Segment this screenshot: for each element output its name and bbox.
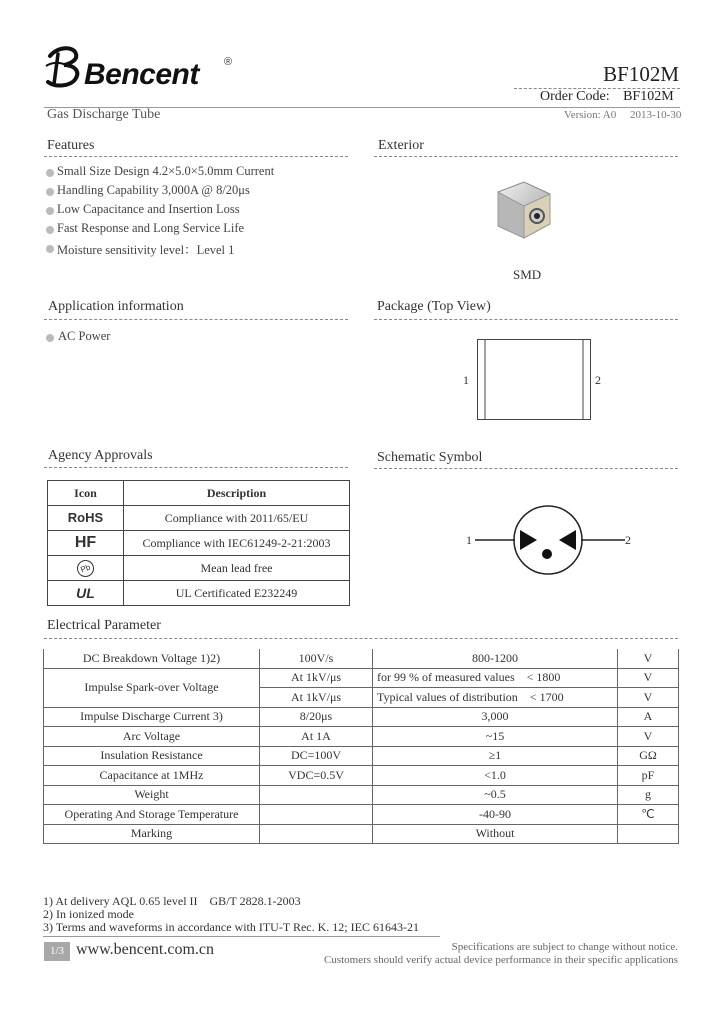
- registered-mark: ®: [224, 56, 233, 68]
- exterior-title: Exterior: [378, 138, 424, 153]
- list-item: AC Power: [44, 329, 244, 347]
- value-cell: ≥1: [373, 746, 618, 766]
- unit-cell: [618, 824, 679, 844]
- param-cell: Capacitance at 1MHz: [44, 766, 260, 786]
- table-row: [44, 824, 679, 844]
- rohs-icon: RoHS: [48, 506, 124, 531]
- table-row: [44, 707, 679, 727]
- param-cell: Operating And Storage Temperature: [44, 805, 260, 825]
- condition-cell: DC=100V: [260, 746, 373, 766]
- table-row: [44, 746, 679, 766]
- logo: [44, 44, 244, 92]
- param-cell: Impulse Discharge Current 3): [44, 707, 260, 727]
- package-divider: [374, 319, 678, 320]
- condition-cell: [260, 824, 373, 844]
- bullet-icon: [46, 334, 54, 342]
- condition-cell: [260, 785, 373, 805]
- date: 2013-10-30: [630, 109, 682, 121]
- col-icon: Icon: [48, 481, 124, 506]
- order-code: [540, 89, 674, 105]
- electrical-divider: [44, 638, 678, 639]
- unit-cell: V: [618, 649, 679, 668]
- bullet-icon: [46, 226, 54, 234]
- list-item: Moisture sensitivity level：Level 1: [44, 240, 354, 258]
- condition-cell: At 1kV/μs: [260, 668, 373, 688]
- package-title: Package (Top View): [377, 299, 491, 314]
- schematic-divider: [374, 468, 678, 469]
- condition-cell: At 1A: [260, 727, 373, 747]
- table-row: [44, 785, 679, 805]
- param-cell: Impulse Spark-over Voltage: [44, 668, 260, 707]
- application-divider: [44, 319, 348, 320]
- unit-cell: ℃: [618, 805, 679, 825]
- package-top-view-diagram: [477, 339, 597, 421]
- description-cell: Compliance with IEC61249-2-21:2003: [124, 531, 350, 556]
- table-row: [44, 766, 679, 786]
- condition-cell: At 1kV/μs: [260, 688, 373, 708]
- unit-cell: V: [618, 688, 679, 708]
- value-cell: ~0.5: [373, 785, 618, 805]
- table-row: [44, 668, 679, 688]
- footer-notice-1: Specifications are subject to change without notice.: [451, 941, 678, 953]
- bullet-icon: [46, 188, 54, 196]
- table-row: [44, 805, 679, 825]
- param-cell: Weight: [44, 785, 260, 805]
- value-cell: 3,000: [373, 707, 618, 727]
- value-cell: ~15: [373, 727, 618, 747]
- footer-notice-2: Customers should verify actual device performance in their specific applications: [323, 954, 678, 966]
- features-title: Features: [47, 138, 95, 153]
- description-cell: UL Certificated E232249: [124, 581, 350, 606]
- footnote: 3) Terms and waveforms in accordance with ITU-T Rec. K. 12; IEC 61643-21: [43, 920, 419, 934]
- unit-cell: GΩ: [618, 746, 679, 766]
- unit-cell: V: [618, 727, 679, 747]
- bullet-icon: [46, 245, 54, 253]
- header-divider: [44, 107, 680, 108]
- table-row: [48, 531, 350, 556]
- agency-title: Agency Approvals: [48, 448, 153, 463]
- page-number: 1/3: [49, 945, 65, 957]
- param-cell: Arc Voltage: [44, 727, 260, 747]
- version: Version: A0: [564, 109, 617, 121]
- exterior-divider: [374, 156, 678, 157]
- condition-cell: 100V/s: [260, 649, 373, 668]
- footnote: 1) At delivery AQL 0.65 level II GB/T 2828.1-2003: [43, 894, 301, 908]
- list-item: Fast Response and Long Service Life: [44, 221, 354, 239]
- table-header-row: [48, 481, 350, 506]
- value-cell: Typical values of distribution < 1700: [373, 688, 618, 708]
- gdt-schematic-symbol: [475, 501, 635, 581]
- schematic-pin-1: 1: [466, 533, 472, 547]
- features-list: [44, 164, 354, 264]
- product-type: Gas Discharge Tube: [47, 107, 161, 122]
- application-title: Application information: [48, 299, 184, 314]
- table-row: [48, 556, 350, 581]
- param-cell: Marking: [44, 824, 260, 844]
- features-divider: [44, 156, 348, 157]
- package-pin-1: 1: [463, 373, 469, 387]
- col-description: Description: [124, 481, 350, 506]
- footer-divider: [43, 936, 440, 937]
- package-pin-2: 2: [595, 373, 601, 387]
- unit-cell: A: [618, 707, 679, 727]
- description-cell: Mean lead free: [124, 556, 350, 581]
- param-cell: Insulation Resistance: [44, 746, 260, 766]
- unit-cell: pF: [618, 766, 679, 786]
- hf-icon: HF: [48, 531, 124, 556]
- ul-icon: UL: [48, 581, 124, 606]
- smd-component-image: [490, 176, 560, 246]
- list-item: Handling Capability 3,000A @ 8/20μs: [44, 183, 354, 201]
- website-link[interactable]: www.bencent.com.cn: [76, 941, 215, 958]
- order-code-label: Order Code:: [540, 89, 610, 104]
- param-cell: DC Breakdown Voltage 1)2): [44, 649, 260, 668]
- bullet-icon: [46, 169, 54, 177]
- table-row: [48, 506, 350, 531]
- unit-cell: g: [618, 785, 679, 805]
- description-cell: Compliance with 2011/65/EU: [124, 506, 350, 531]
- order-code-value: BF102M: [623, 89, 674, 104]
- list-item: Low Capacitance and Insertion Loss: [44, 202, 354, 220]
- condition-cell: VDC=0.5V: [260, 766, 373, 786]
- value-cell: -40-90: [373, 805, 618, 825]
- unit-cell: V: [618, 668, 679, 688]
- table-row: [48, 581, 350, 606]
- agency-divider: [44, 467, 348, 468]
- electrical-table: [43, 649, 679, 844]
- value-cell: <1.0: [373, 766, 618, 786]
- exterior-caption: SMD: [513, 267, 542, 282]
- value-cell: 800-1200: [373, 649, 618, 668]
- electrical-title: Electrical Parameter: [47, 618, 161, 633]
- schematic-title: Schematic Symbol: [377, 450, 483, 465]
- brand-name: Bencent: [84, 58, 199, 91]
- condition-cell: [260, 805, 373, 825]
- condition-cell: 8/20μs: [260, 707, 373, 727]
- bullet-icon: [46, 207, 54, 215]
- table-row: [44, 727, 679, 747]
- value-cell: for 99 % of measured values < 1800: [373, 668, 618, 688]
- list-item: Small Size Design 4.2×5.0×5.0mm Current: [44, 164, 354, 182]
- page-number-badge: [44, 942, 70, 961]
- agency-table: [47, 480, 350, 606]
- schematic-pin-2: 2: [625, 533, 631, 547]
- table-row: [44, 649, 679, 668]
- part-number: BF102M: [603, 62, 679, 86]
- footnote: 2) In ionized mode: [43, 907, 134, 921]
- value-cell: Without: [373, 824, 618, 844]
- lead-free-icon: Pb: [48, 556, 124, 581]
